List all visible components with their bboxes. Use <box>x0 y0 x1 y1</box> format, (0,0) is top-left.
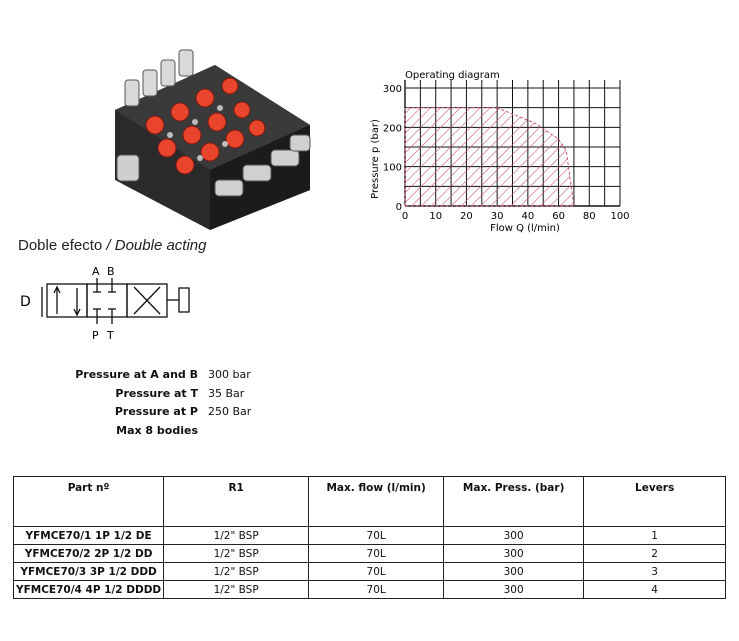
y-tick-label: 200 <box>382 123 402 135</box>
specifications <box>40 366 251 440</box>
spec-label: Pressure at P <box>114 405 198 418</box>
operating-area <box>405 108 574 206</box>
x-tick-label: 80 <box>582 211 596 222</box>
max-flow-cell: 70L <box>309 563 444 581</box>
header-max-pressure: Max. Press. (bar) <box>444 477 584 527</box>
x-tick-label: 40 <box>521 211 535 222</box>
spec-row <box>40 403 251 422</box>
max-pressure-cell: 300 <box>444 581 584 599</box>
header-part-number: Part nº <box>14 477 164 527</box>
y-tick-label: 100 <box>382 162 402 174</box>
table-row <box>14 581 726 599</box>
r1-cell: 1/2" BSP <box>164 563 309 581</box>
symbol-letter: D <box>20 294 31 310</box>
spec-label: Pressure at A and B <box>75 368 198 381</box>
x-tick-label: 0 <box>401 211 409 222</box>
x-tick-label: 60 <box>552 211 565 222</box>
title-separator: / <box>102 237 115 254</box>
port-t-label: T <box>107 329 114 342</box>
table-header-row <box>14 477 726 527</box>
table-row <box>14 563 726 581</box>
part-number-cell: YFMCE70/4 4P 1/2 DDDD <box>14 581 164 599</box>
max-pressure-cell: 300 <box>444 527 584 545</box>
levers-cell: 1 <box>584 527 726 545</box>
max-flow-cell: 70L <box>309 545 444 563</box>
part-number-cell: YFMCE70/1 1P 1/2 DE <box>14 527 164 545</box>
spec-row <box>40 422 251 441</box>
port-a-label: A <box>92 265 100 278</box>
spec-value: 250 Bar <box>208 405 252 418</box>
header-max-flow: Max. flow (l/min) <box>309 477 444 527</box>
r1-cell: 1/2" BSP <box>164 545 309 563</box>
table-row <box>14 527 726 545</box>
y-tick-label: 0 <box>395 202 402 213</box>
max-pressure-cell: 300 <box>444 563 584 581</box>
x-tick-label: 10 <box>429 211 443 222</box>
table-row <box>14 545 726 563</box>
y-axis-label: Pressure p (bar) <box>370 119 381 199</box>
r1-cell: 1/2" BSP <box>164 581 309 599</box>
levers-cell: 3 <box>584 563 726 581</box>
hydraulic-symbol <box>14 262 204 344</box>
part-number-cell: YFMCE70/3 3P 1/2 DDD <box>14 563 164 581</box>
spec-row <box>40 366 251 385</box>
valve-product-image <box>95 40 335 235</box>
x-tick-label: 30 <box>490 211 504 222</box>
title-spanish: Doble efecto <box>18 237 103 254</box>
parts-table <box>13 476 726 599</box>
spec-value: 300 bar <box>208 368 251 381</box>
max-flow-cell: 70L <box>309 527 444 545</box>
max-flow-cell: 70L <box>309 581 444 599</box>
title-english: Double acting <box>114 237 207 254</box>
spec-row <box>40 385 251 404</box>
port-b-label: B <box>107 265 115 278</box>
y-tick-label: 300 <box>382 84 402 95</box>
levers-cell: 4 <box>584 581 726 599</box>
levers-cell: 2 <box>584 545 726 563</box>
x-axis-label: Flow Q (l/min) <box>490 223 560 234</box>
spec-value: 35 Bar <box>208 386 245 400</box>
spec-label: Max 8 bodies <box>116 423 198 437</box>
r1-cell: 1/2" BSP <box>164 527 309 545</box>
part-number-cell: YFMCE70/2 2P 1/2 DD <box>14 545 164 563</box>
chart-title: Operating diagram <box>405 70 500 81</box>
max-pressure-cell: 300 <box>444 545 584 563</box>
x-tick-label: 100 <box>610 211 630 222</box>
x-tick-label: 20 <box>460 211 473 222</box>
header-levers: Levers <box>584 477 726 527</box>
operating-diagram-chart <box>365 64 665 239</box>
header-r1: R1 <box>164 477 309 527</box>
spec-label: Pressure at T <box>115 386 198 400</box>
port-p-label: P <box>92 329 99 342</box>
section-title <box>18 237 206 254</box>
